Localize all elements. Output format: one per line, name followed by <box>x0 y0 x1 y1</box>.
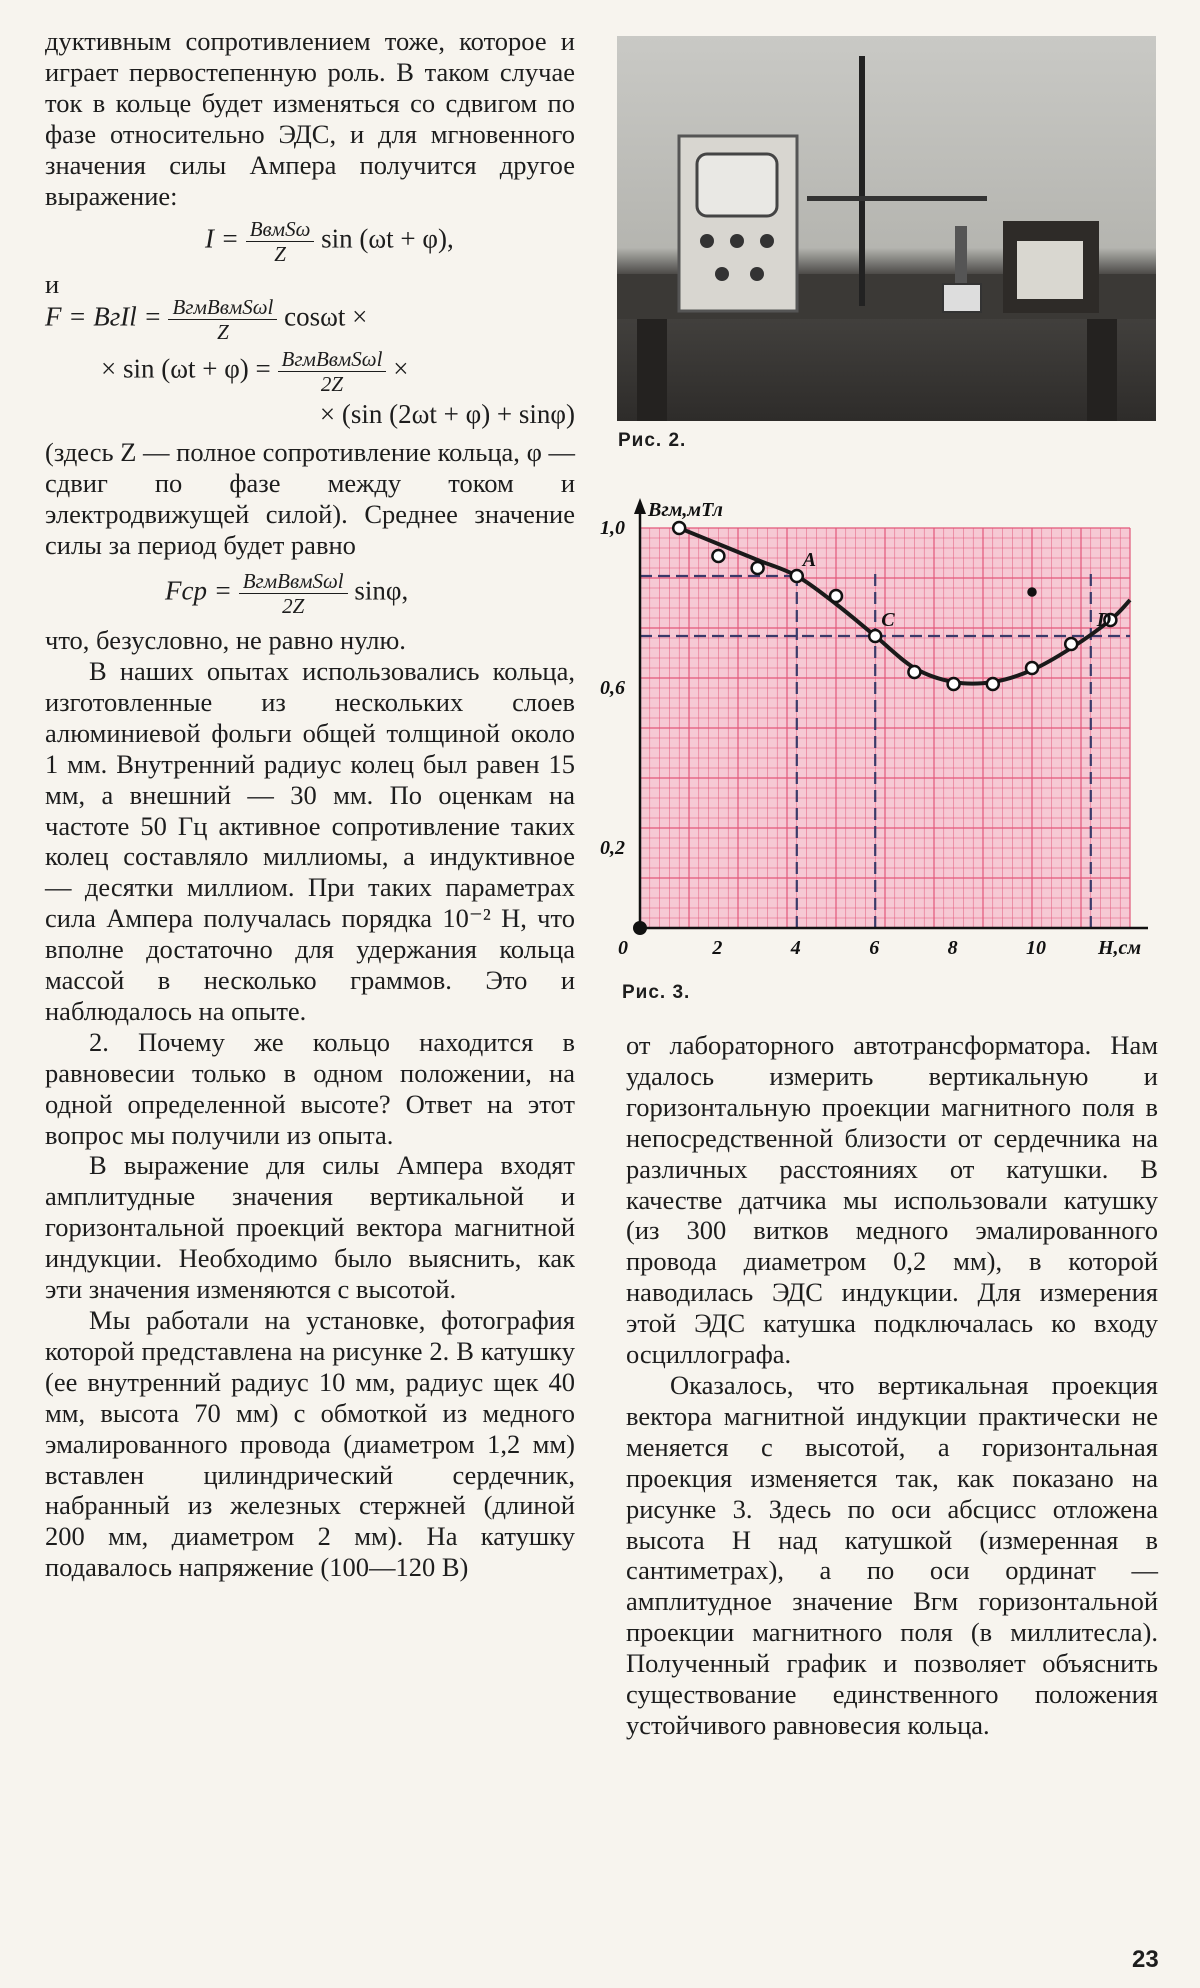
figure-2-caption: Рис. 2. <box>618 430 687 451</box>
equation-lhs: I = <box>205 224 239 255</box>
y-axis-arrow <box>634 498 646 514</box>
fraction <box>239 569 348 618</box>
x-tick-label: 0 <box>618 937 628 959</box>
knob <box>750 267 764 281</box>
paragraph: Оказалось, что вертикальная проекция вектора магнитной индукции практически не меняется с высотой, а горизонтальная проекция изменяется так, как показано на рисунке 3. Здесь по оси абсцисс отложена высота H над катушкой (измеренная в сантиметрах), а по оси ординат — амплитудное значение Bгм горизонтальной проекции магнитного поля (в миллитесла). Полученный график и позволяет объяснить существование единственного положения устойчивого равновесия кольца. <box>626 1369 1158 1740</box>
equation-rhs: cosωt × <box>284 302 368 333</box>
data-point <box>1065 638 1077 650</box>
data-point <box>908 666 920 678</box>
equation-rhs: × <box>393 354 409 385</box>
paragraph: что, безусловно, не равно нулю. <box>45 625 406 656</box>
data-point <box>1026 662 1038 674</box>
equation-rhs: sinφ, <box>354 575 409 606</box>
equation-lhs: × sin (ωt + φ) = <box>101 354 271 385</box>
stand-arm <box>807 196 987 201</box>
equation-force-end: × (sin (2ωt + φ) + sinφ) <box>319 399 575 430</box>
y-tick-label: 0,2 <box>600 837 625 859</box>
equation-force <box>45 295 575 347</box>
data-point <box>791 570 803 582</box>
coil <box>943 284 981 312</box>
paragraph: 2. Почему же кольцо находится в равновесии только в одном положении, на одной определенной высоте? Ответ на этот вопрос мы получили из опыта. <box>45 1026 575 1150</box>
fraction <box>278 347 387 396</box>
origin-marker <box>633 921 647 935</box>
x-axis-label: H,см <box>1098 937 1142 959</box>
table-leg <box>637 319 667 421</box>
fraction <box>246 217 315 266</box>
fraction-denominator: Z <box>274 242 286 267</box>
coil-core <box>955 226 967 286</box>
fraction <box>168 295 277 344</box>
fraction-denominator: Z <box>217 320 229 345</box>
x-tick-label: 8 <box>947 937 958 959</box>
meter-face <box>1017 241 1083 299</box>
y-tick-label: 0,6 <box>600 677 625 699</box>
left-column <box>45 26 575 1583</box>
fraction-numerator: BгмBвмSωl <box>239 569 348 594</box>
data-point <box>712 550 724 562</box>
data-point <box>869 630 881 642</box>
setup-illustration <box>617 36 1156 421</box>
knob <box>730 234 744 248</box>
paragraph: от лабораторного автотрансформатора. Нам удалось измерить вертикальную и горизонтальную проекции магнитного поля в непосредственной близости от сердечника на различных расстояниях от катушки. В качестве датчика мы использовали катушку (из 300 витков медного эмалированного провода диаметром 0,2 мм), в которой наводилась ЭДС индукции. Для измерения этой ЭДС катушка подключалась ко входу осциллографа. <box>626 1030 1158 1370</box>
paragraph: Мы работали на установке, фотография которой представлена на рисунке 2. В катушку (ее внутренний радиус 10 мм, радиус щек 40 мм, высота 70 мм) с обмоткой из медного эмалированного провода (диаметром 1,2 мм) вставлен цилиндрический сердечник, набранный из железных стержней (длиной 200 мм, диаметром 2 мм). На катушку подавалось напряжение (100—120 В) <box>45 1305 575 1583</box>
fraction-denominator: 2Z <box>282 594 305 619</box>
stand-rod <box>859 56 865 306</box>
data-point <box>1029 589 1036 596</box>
conjunction: и <box>45 269 60 300</box>
data-point <box>752 562 764 574</box>
x-tick-label: 6 <box>869 937 880 959</box>
table-leg <box>1087 319 1117 421</box>
paragraph: дуктивным сопротивлением тоже, которое и играет первостепенную роль. В таком случае ток в кольце будет изменяться со сдвигом по фазе относительно ЭДС, и для мгновенного значения силы Ампера получится другое выражение: <box>45 26 575 211</box>
equation-rhs: sin (ωt + φ), <box>321 224 454 255</box>
fraction-numerator: BгмBвмSωl <box>278 347 387 372</box>
data-point <box>830 590 842 602</box>
knob <box>715 267 729 281</box>
fraction-numerator: BвмSω <box>246 217 315 242</box>
fraction-denominator: 2Z <box>320 372 344 397</box>
equation-force-cont <box>45 347 575 399</box>
paragraph: В выражение для силы Ампера входят амплитудные значения вертикальной и горизонтальной проекций вектора магнитной индукции. Необходимо было выяснить, как эти значения изменяются с высотой. <box>45 1150 575 1305</box>
right-column <box>626 1030 1158 1741</box>
point-annotation: A <box>802 549 817 571</box>
grid <box>640 528 1130 928</box>
x-tick-label: 4 <box>790 937 801 959</box>
paragraph: (здесь Z — полное сопротивление кольца, φ — сдвиг по фазе между током и электродвижущей силой). Среднее значение силы за период будет равно <box>45 437 575 561</box>
figure-3-caption: Рис. 3. <box>622 982 691 1003</box>
equation-lhs: Fср = <box>165 575 232 606</box>
paragraph: В наших опытах использовались кольца, изготовленные из нескольких слоев алюминиевой фольги общей толщиной около 1 мм. Внутренний радиус колец был равен 15 мм, а внешний — 30 мм. По оценкам на частоте 50 Гц активное сопротивление таких колец составляло миллиомы, а индуктивное — десятки миллиом. При таких параметрах сила Ампера получалась порядка 10⁻² Н, что вполне достаточно для удержания кольца массой в несколько граммов. Это и наблюдалось на опыте. <box>45 655 575 1026</box>
figure-3-chart <box>600 498 1160 988</box>
point-annotation: C <box>881 609 895 631</box>
equation-lhs: F = BгIl = <box>45 302 162 333</box>
knob <box>700 234 714 248</box>
x-tick-label: 10 <box>1026 937 1046 959</box>
figure-2-photo <box>617 36 1156 421</box>
x-tick-label: 2 <box>712 937 723 959</box>
equation-current <box>45 217 575 265</box>
point-annotation: D <box>1096 609 1112 631</box>
equation-average-force <box>45 569 575 619</box>
data-point <box>987 678 999 690</box>
oscilloscope-screen <box>697 154 777 216</box>
knob <box>760 234 774 248</box>
y-tick-label: 1,0 <box>600 517 625 539</box>
data-point <box>673 522 685 534</box>
data-point <box>948 678 960 690</box>
page-number: 23 <box>1132 1946 1159 1973</box>
y-axis-label: Bгм,мТл <box>648 499 723 521</box>
fraction-numerator: BгмBвмSωl <box>168 295 277 320</box>
